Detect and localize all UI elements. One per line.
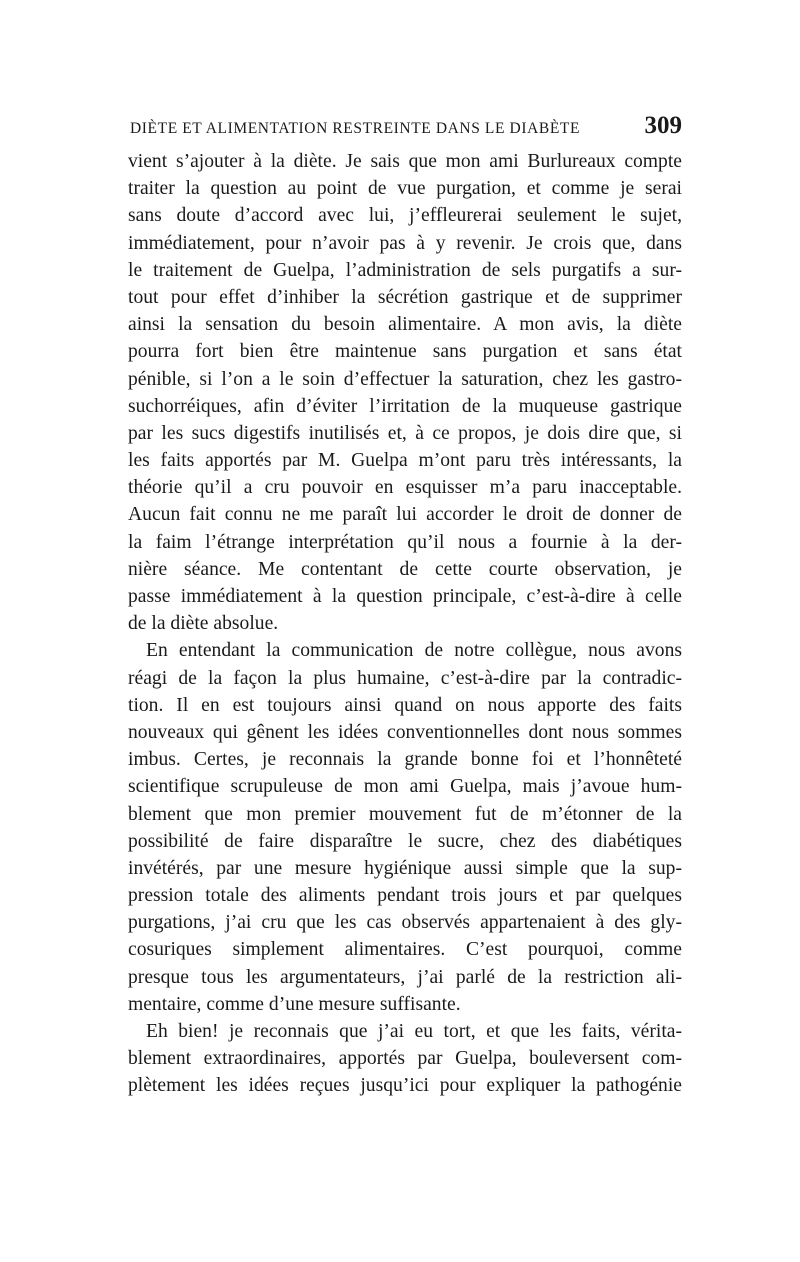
text-line: tout pour effet d’inhiber la sécrétion gastrique et de supprimer xyxy=(128,286,682,308)
text-line: Aucun fait connu ne me paraît lui accorder le droit de donner de xyxy=(128,504,682,526)
text-line: mentaire, comme d’une mesure suffisante. xyxy=(128,993,461,1015)
text-line: blement que mon premier mouvement fut de m’étonner de la xyxy=(128,803,682,825)
text-line: théorie qu’il a cru pouvoir en esquisser m’a paru inacceptable. xyxy=(128,477,682,499)
text-line: traiter la question au point de vue purgation, et comme je serai xyxy=(128,178,682,200)
text-line: purgations, j’ai cru que les cas observés appartenaient à des gly- xyxy=(128,912,682,934)
text-line: le traitement de Guelpa, l’administration de sels purgatifs a sur- xyxy=(128,259,682,281)
text-line: presque tous les argumentateurs, j’ai parlé de la restriction ali- xyxy=(128,966,682,988)
body-text xyxy=(128,148,682,1100)
text-line: Eh bien! je reconnais que j’ai eu tort, et que les faits, vérita- xyxy=(146,1021,682,1042)
text-line: invétérés, par une mesure hygiénique aussi simple que la sup- xyxy=(128,857,682,879)
text-line: réagi de la façon la plus humaine, c’est-à-dire par la contradic- xyxy=(128,667,682,689)
text-line: sans doute d’accord avec lui, j’effleurerai seulement le sujet, xyxy=(128,205,682,227)
text-line: les faits apportés par M. Guelpa m’ont paru très intéressants, la xyxy=(128,450,682,472)
page-number: 309 xyxy=(644,112,682,139)
text-line: blement extraordinaires, apportés par Guelpa, bouleversent com- xyxy=(128,1048,682,1070)
text-line: En entendant la communication de notre collègue, nous avons xyxy=(146,640,682,662)
running-head xyxy=(130,112,682,146)
text-line: suchorréiques, afin d’éviter l’irritation de la muqueuse gastrique xyxy=(128,395,682,417)
text-line: pourra fort bien être maintenue sans purgation et sans état xyxy=(128,341,682,363)
text-line: nière séance. Me contentant de cette courte observation, je xyxy=(128,558,682,580)
text-line: pression totale des aliments pendant trois jours et par quelques xyxy=(128,885,682,907)
text-line: la faim l’étrange interprétation qu’il nous a fournie à la der- xyxy=(128,531,682,553)
text-line: vient s’ajouter à la diète. Je sais que mon ami Burlureaux compte xyxy=(128,151,682,172)
text-line: nouveaux qui gênent les idées conventionnelles dont nous sommes xyxy=(128,721,682,743)
running-title: DIÈTE ET ALIMENTATION RESTREINTE DANS LE DIABÈTE xyxy=(130,120,581,137)
text-line: pénible, si l’on a le soin d’effectuer la saturation, chez les gastro- xyxy=(128,368,682,390)
text-line: cosuriques simplement alimentaires. C’est pourquoi, comme xyxy=(128,939,682,961)
text-line: imbus. Certes, je reconnais la grande bonne foi et l’honnêteté xyxy=(128,749,682,771)
text-line: immédiatement, pour n’avoir pas à y revenir. Je crois que, dans xyxy=(128,232,682,254)
text-line: scientifique scrupuleuse de mon ami Guelpa, mais j’avoue hum- xyxy=(128,776,682,798)
text-line: passe immédiatement à la question principale, c’est-à-dire à celle xyxy=(128,586,682,607)
text-line: par les sucs digestifs inutilisés et, à ce propos, je dois dire que, si xyxy=(128,422,682,444)
text-line: de la diète absolue. xyxy=(128,613,279,635)
text-line: tion. Il en est toujours ainsi quand on nous apporte des faits xyxy=(128,694,682,716)
text-line: ainsi la sensation du besoin alimentaire. A mon avis, la diète xyxy=(128,314,682,336)
text-line: possibilité de faire disparaître le sucre, chez des diabétiques xyxy=(128,830,682,852)
text-line: plètement les idées reçues jusqu’ici pour expliquer la pathogénie xyxy=(128,1075,682,1097)
